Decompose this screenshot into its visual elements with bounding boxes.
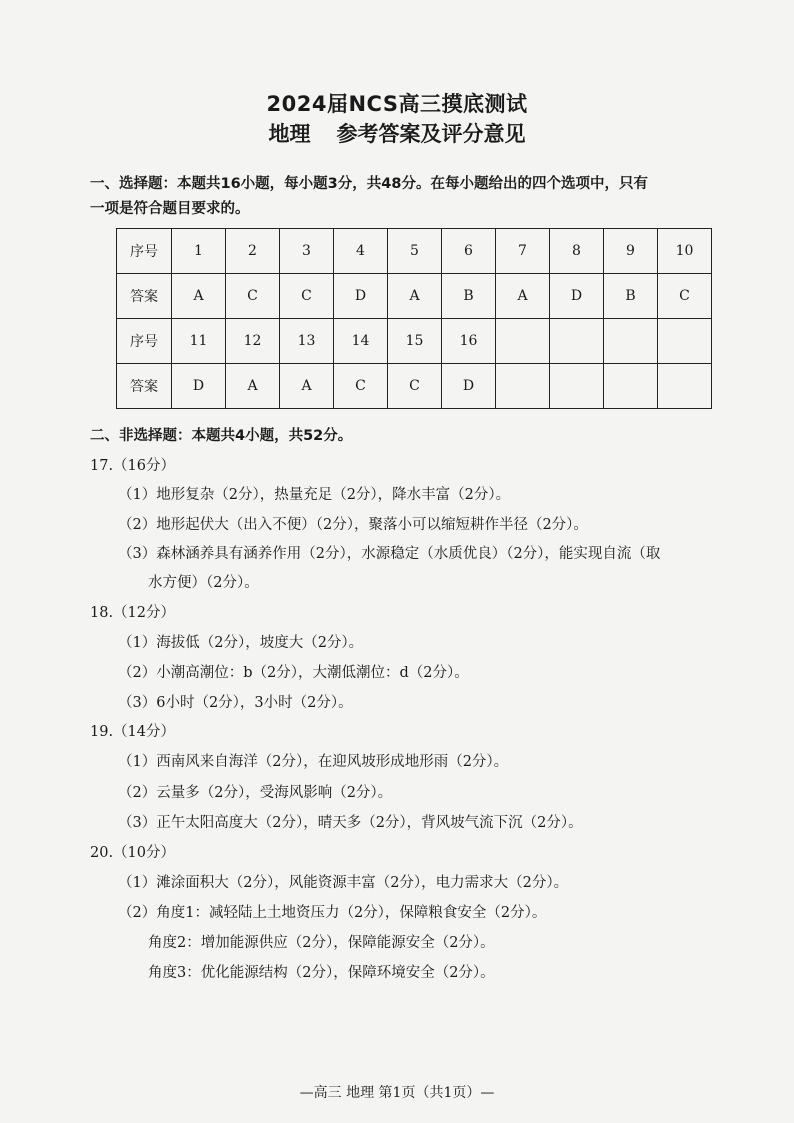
question-number-cell: 1: [172, 229, 226, 274]
q18-answer-2: （2）小潮高潮位：b（2分），大潮低潮位：d（2分）。: [118, 665, 469, 681]
exam-subtitle: [0, 118, 794, 148]
answer-cell: D: [550, 274, 604, 319]
q20-number: 20.（10分）: [90, 845, 176, 861]
question-number-cell: 13: [280, 319, 334, 364]
answer-cell: [658, 364, 712, 409]
question-number-cell: 15: [388, 319, 442, 364]
answer-cell: C: [226, 274, 280, 319]
answer-cell: B: [604, 274, 658, 319]
question-number-cell: 5: [388, 229, 442, 274]
q17-number: 17.（16分）: [90, 458, 176, 474]
section-1-heading-line1: 一、选择题：本题共16小题，每小题3分，共48分。在每小题给出的四个选项中，只有: [90, 176, 648, 192]
answer-cell: A: [172, 274, 226, 319]
question-number-cell: 11: [172, 319, 226, 364]
answer-cell: [604, 364, 658, 409]
answer-cell: C: [334, 364, 388, 409]
answer-cell: D: [442, 364, 496, 409]
table-row: [117, 364, 712, 409]
question-number-cell: 12: [226, 319, 280, 364]
question-number-cell: 8: [550, 229, 604, 274]
question-number-cell: 6: [442, 229, 496, 274]
question-number-cell: 14: [334, 319, 388, 364]
row-label-answer: 答案: [117, 364, 172, 409]
answer-cell: D: [172, 364, 226, 409]
subtitle-text: 参考答案及评分意见: [336, 122, 526, 146]
q17-answer-3-line1: （3）森林涵养具有涵养作用（2分），水源稳定（水质优良）（2分），能实现自流（取: [118, 546, 661, 562]
table-row: [117, 319, 712, 364]
answer-cell: C: [388, 364, 442, 409]
answer-cell: A: [280, 364, 334, 409]
q17-answer-2: （2）地形起伏大（出入不便）（2分），聚落小可以缩短耕作半径（2分）。: [118, 517, 588, 533]
q19-answer-1: （1）西南风来自海洋（2分），在迎风坡形成地形雨（2分）。: [118, 754, 509, 770]
section-1-heading-line2: 一项是符合题目要求的。: [90, 201, 250, 217]
answer-cell: B: [442, 274, 496, 319]
question-number-cell: 9: [604, 229, 658, 274]
question-number-cell: [604, 319, 658, 364]
answer-cell: C: [280, 274, 334, 319]
question-number-cell: 7: [496, 229, 550, 274]
question-number-cell: 16: [442, 319, 496, 364]
answer-cell: D: [334, 274, 388, 319]
q20-answer-1: （1）滩涂面积大（2分），风能资源丰富（2分），电力需求大（2分）。: [118, 875, 569, 891]
section-2-heading: 二、非选择题：本题共4小题，共52分。: [90, 428, 353, 444]
question-number-cell: [658, 319, 712, 364]
q18-answer-1: （1）海拔低（2分），坡度大（2分）。: [118, 635, 364, 651]
q20-answer-2-angle3: 角度3：优化能源结构（2分），保障环境安全（2分）。: [148, 965, 495, 981]
q20-answer-2-angle2: 角度2：增加能源供应（2分），保障能源安全（2分）。: [148, 935, 495, 951]
question-number-cell: [496, 319, 550, 364]
answer-cell: [496, 364, 550, 409]
answer-cell: C: [658, 274, 712, 319]
subject-label: 地理: [268, 122, 311, 146]
question-number-cell: 2: [226, 229, 280, 274]
q17-answer-3-line2: 水方便）（2分）。: [148, 575, 259, 591]
q19-answer-2: （2）云量多（2分），受海风影响（2分）。: [118, 785, 393, 801]
table-row: [117, 229, 712, 274]
q19-number: 19.（14分）: [90, 724, 176, 740]
q20-answer-2-angle1: （2）角度1：减轻陆上土地资压力（2分），保障粮食安全（2分）。: [118, 905, 547, 921]
row-label-number: 序号: [117, 319, 172, 364]
table-row: [117, 274, 712, 319]
section-1-heading: [90, 172, 750, 222]
question-number-cell: 4: [334, 229, 388, 274]
q17-answer-1: （1）地形复杂（2分），热量充足（2分），降水丰富（2分）。: [118, 487, 511, 503]
question-number-cell: 10: [658, 229, 712, 274]
answer-cell: [550, 364, 604, 409]
page-footer: —高三 地理 第1页（共1页）—: [299, 1085, 495, 1101]
q18-number: 18.（12分）: [90, 605, 176, 621]
answer-cell: A: [496, 274, 550, 319]
q19-answer-3: （3）正午太阳高度大（2分），晴天多（2分），背风坡气流下沉（2分）。: [118, 815, 583, 831]
question-number-cell: [550, 319, 604, 364]
question-number-cell: 3: [280, 229, 334, 274]
row-label-answer: 答案: [117, 274, 172, 319]
answer-cell: A: [226, 364, 280, 409]
answer-table: [116, 228, 712, 409]
answer-cell: A: [388, 274, 442, 319]
row-label-number: 序号: [117, 229, 172, 274]
exam-title: 2024届NCS高三摸底测试: [266, 92, 528, 116]
q18-answer-3: （3）6小时（2分），3小时（2分）。: [118, 695, 353, 711]
